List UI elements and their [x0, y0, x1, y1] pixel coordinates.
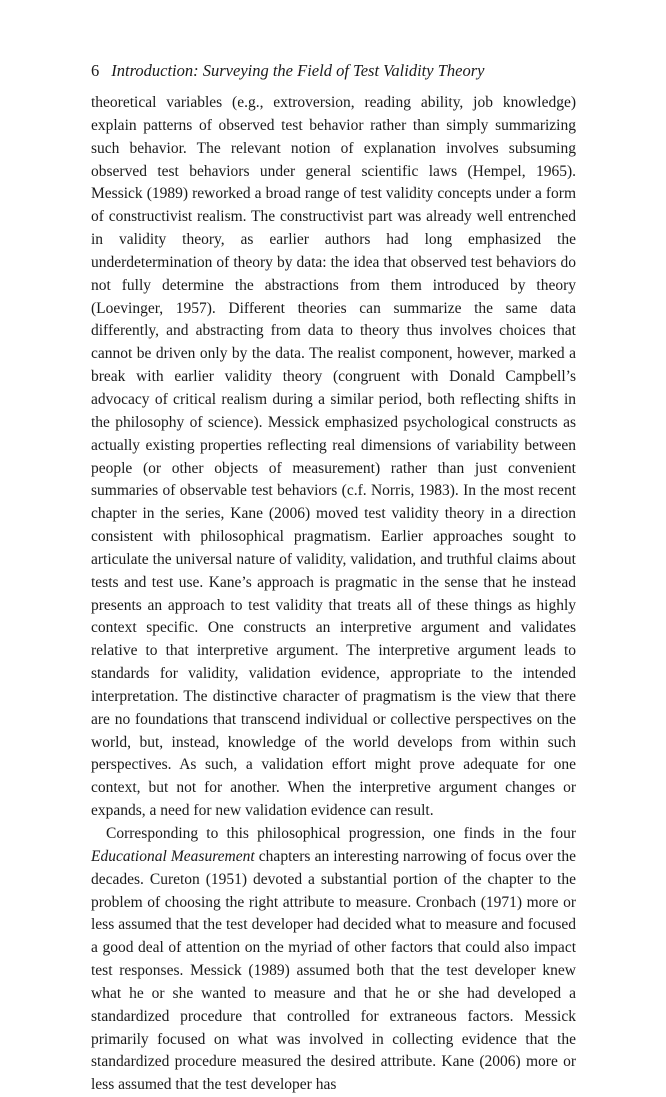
- chapter-title: Introduction: Surveying the Field of Test Validity Theory: [111, 61, 485, 80]
- paragraph-text: theoretical variables (e.g., extroversion, reading ability, job knowledge) explain patterns of observed test behavior rather than simply summarizing such behavior. The relevant notion of explanation involves subsuming observed test behaviors under general scientific laws (Hempel, 1965). Messick (1989) reworked a broad range of test validity concepts under a form of constructivist realism. The constructivist part was already well entrenched in validity theory, as earlier authors had long emphasized the underdetermination of theory by data: the idea that observed test behaviors do not fully determine the abstractions from them introduced by theory (Loevinger, 1957). Different theories can summarize the same data differently, and abstracting from data to theory thus involves choices that cannot be driven only by the data. The realist component, however, marked a break with earlier validity theory (congruent with Donald Campbell’s advocacy of critical realism during a similar period, both reflecting shifts in the philosophy of science). Messick emphasized psychological constructs as actually existing properties reflecting real dimensions of variability between people (or other objects of measurement) rather than just convenient summaries of observable test behaviors (c.f. Norris, 1983). In the most recent chapter in the series, Kane (2006) moved test validity theory in a direction consistent with philosophical pragmatism. Earlier approaches sought to articulate the universal nature of validity, validation, and truthful claims about tests and test use. Kane’s approach is pragmatic in the sense that he instead presents an approach to test validity that treats all of these things as highly context specific. One constructs an interpretive argument and validates relative to that interpretive argument. The interpretive argument leads to standards for validity, validation evidence, appropriate to the intended interpretation. The distinctive character of pragmatism is the view that there are no foundations that transcend individual or collective perspectives on the world, but, instead, knowledge of the world develops from within such perspectives. As such, a validation effort might prove adequate for one context, but not for another. When the interpretive argument changes or expands, a need for new validation evidence can result.: [91, 94, 576, 820]
- paragraph: [91, 823, 576, 1097]
- paragraph-text: chapters an interesting narrowing of focus over the decades. Cureton (1951) devoted a substantial portion of the chapter to the problem of choosing the right attribute to measure. Cronbach (1971) more or less assumed that the test developer had decided what to measure and focused a good deal of attention on the myriad of other factors that could also impact test responses. Messick (1989) assumed both that the test developer knew what he or she wanted to measure and that he or she had developed a standardized procedure that controlled for extraneous factors. Messick primarily focused on what was involved in collecting evidence that the standardized procedure measured the desired attribute. Kane (2006) more or less assumed that the test developer has: [91, 847, 576, 1094]
- book-title-italic: Educational Measurement: [91, 847, 255, 865]
- body-text: [91, 92, 576, 1097]
- running-head: [91, 60, 576, 82]
- book-page: [91, 60, 576, 1097]
- page-number: 6: [91, 61, 100, 80]
- paragraph: [91, 92, 576, 823]
- paragraph-text: Corresponding to this philosophical progression, one finds in the four: [106, 825, 576, 842]
